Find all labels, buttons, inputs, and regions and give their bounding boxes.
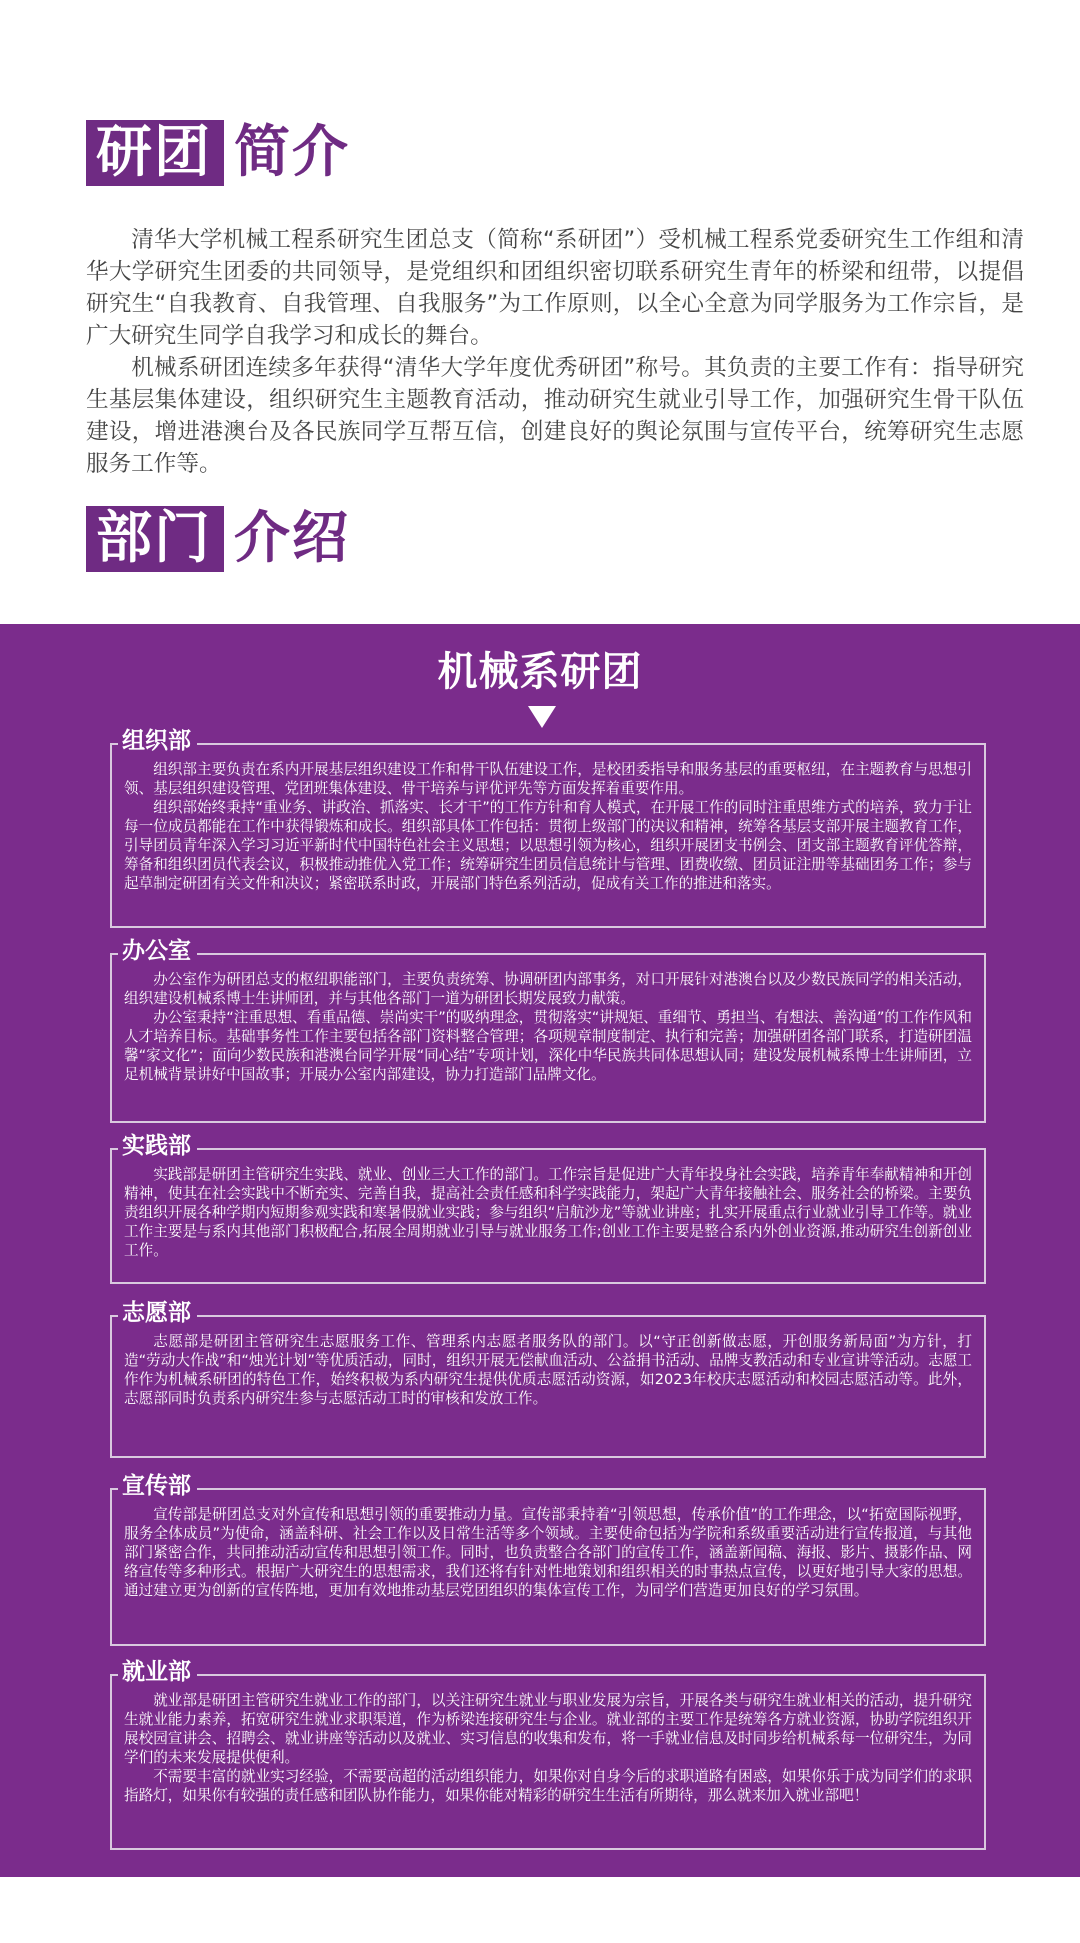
intro-heading	[86, 120, 350, 186]
dept-heading	[86, 506, 350, 572]
dept-practice	[110, 1131, 986, 1284]
dept-paragraph: 组织部主要负责在系内开展基层组织建设工作和骨干队伍建设工作，是校团委指导和服务基层的重要枢纽，在主题教育与思想引领、基层组织建设管理、党团班集体建设、骨干培养与评优评先等方面发挥着重要作用。	[124, 761, 972, 797]
dept-paragraph: 不需要丰富的就业实习经验，不需要高超的活动组织能力，如果你对自身今后的求职道路有困惑，如果你乐于成为同学们的求职指路灯，如果你有较强的责任感和团队协作能力，如果你能对精彩的研究生生活有所期待，那么就来加入就业部吧！	[124, 1768, 972, 1804]
dept-body	[124, 1165, 972, 1260]
intro-heading-rest: 简介	[234, 120, 350, 185]
dept-paragraph: 就业部是研团主管研究生就业工作的部门，以关注研究生就业与职业发展为宗旨，开展各类与研究生就业相关的活动，提升研究生就业能力素养，拓宽研究生就业求职渠道，作为桥梁连接研究生与企业。就业部的主要工作是统筹各方就业资源，协助学院组织开展校园宣讲会、招聘会、就业讲座等活动以及就业、实习信息的收集和发布，将一手就业信息及时同步给机械系每一位研究生，为同学们的未来发展提供便利。	[124, 1692, 972, 1766]
down-arrow-icon	[528, 706, 556, 728]
dept-paragraph: 办公室秉持“注重思想、看重品德、崇尚实干”的吸纳理念，贯彻落实“讲规矩、重细节、勇担当、有想法、善沟通”的工作作风和人才培养目标。基础事务性工作主要包括各部门资料整合管理；各项规章制度制定、执行和完善；加强研团各部门联系，打造研团温馨“家文化”；面向少数民族和港澳台同学开展“同心结”专项计划，深化中华民族共同体思想认同；建设发展机械系博士生讲师团，立足机械背景讲好中国故事；开展办公室内部建设，协力打造部门品牌文化。	[124, 1009, 972, 1083]
dept-body	[124, 1332, 972, 1408]
dept-heading-highlight: 部门	[86, 506, 224, 572]
dept-body	[124, 1691, 972, 1805]
dept-title: 组织部	[118, 726, 197, 756]
dept-organization	[110, 726, 986, 928]
dept-title: 实践部	[118, 1131, 197, 1161]
intro-paragraph: 清华大学机械工程系研究生团总支（简称“系研团”）受机械工程系党委研究生工作组和清华大学研究生团委的共同领导，是党组织和团组织密切联系研究生青年的桥梁和纽带，以提倡研究生“自我教育、自我管理、自我服务”为工作原则，以全心全意为同学服务为工作宗旨，是广大研究生同学自我学习和成长的舞台。	[86, 227, 1024, 349]
dept-publicity	[110, 1471, 986, 1646]
dept-title: 办公室	[118, 936, 197, 966]
dept-title: 志愿部	[118, 1298, 197, 1328]
dept-title: 就业部	[118, 1657, 197, 1687]
dept-heading-rest: 介绍	[234, 506, 350, 571]
dept-paragraph: 组织部始终秉持“重业务、讲政治、抓落实、长才干”的工作方针和育人模式，在开展工作的同时注重思维方式的培养，致力于让每一位成员都能在工作中获得锻炼和成长。组织部具体工作包括：贯彻上级部门的决议和精神，统筹各基层支部开展主题教育工作，引导团员青年深入学习习近平新时代中国特色社会主义思想；以思想引领为核心，组织开展团支书例会、团支部主题教育评优答辩，筹备和组织团员代表会议，积极推动推优入党工作；统筹研究生团员信息统计与管理、团费收缴、团员证注册等基础团务工作；参与起草制定研团有关文件和决议；紧密联系时政，开展部门特色系列活动，促成有关工作的推进和落实。	[124, 799, 972, 892]
org-title: 机械系研团	[437, 649, 643, 695]
dept-paragraph: 宣传部是研团总支对外宣传和思想引领的重要推动力量。宣传部秉持着“引领思想，传承价值”的工作理念，以“拓宽国际视野，服务全体成员”为使命，涵盖科研、社会工作以及日常生活等多个领域。主要使命包括为学院和系级重要活动进行宣传报道，与其他部门紧密合作，共同推动活动宣传和思想引领工作。同时，也负责整合各部门的宣传工作，涵盖新闻稿、海报、影片、摄影作品、网络宣传等多种形式。根据广大研究生的思想需求，我们还将有针对性地策划和组织相关的时事热点宣传，以更好地引导大家的思想。通过建立更为创新的宣传阵地，更加有效地推动基层党团组织的集体宣传工作，为同学们营造更加良好的学习氛围。	[124, 1506, 972, 1599]
dept-paragraph: 实践部是研团主管研究生实践、就业、创业三大工作的部门。工作宗旨是促进广大青年投身社会实践，培养青年奉献精神和开创精神，使其在社会实践中不断充实、完善自我，提高社会责任感和科学实践能力，架起广大青年接触社会、服务社会的桥梁。主要负责组织开展各种学期内短期参观实践和寒暑假就业实践；参与组织“启航沙龙”等就业讲座；扎实开展重点行业就业引导工作等。就业工作主要是与系内其他部门积极配合,拓展全周期就业引导与就业服务工作;创业工作主要是整合系内外创业资源,推动研究生创新创业工作。	[124, 1166, 972, 1259]
dept-employment	[110, 1657, 986, 1850]
dept-body	[124, 1505, 972, 1600]
intro-text	[86, 224, 1024, 480]
dept-office	[110, 936, 986, 1123]
dept-paragraph: 志愿部是研团主管研究生志愿服务工作、管理系内志愿者服务队的部门。以“守正创新做志愿，开创服务新局面”为方针，打造“劳动大作战”和“烛光计划”等优质活动，同时，组织开展无偿献血活动、公益捐书活动、品牌支教活动和专业宣讲等活动。志愿工作作为机械系研团的特色工作，始终积极为系内研究生提供优质志愿活动资源，如2023年校庆志愿活动和校园志愿活动等。此外，志愿部同时负责系内研究生参与志愿活动工时的审核和发放工作。	[124, 1333, 972, 1407]
dept-body	[124, 760, 972, 893]
dept-paragraph: 办公室作为研团总支的枢纽职能部门，主要负责统筹、协调研团内部事务，对口开展针对港澳台以及少数民族同学的相关活动，组织建设机械系博士生讲师团，并与其他各部门一道为研团长期发展致力献策。	[124, 971, 972, 1007]
dept-title: 宣传部	[118, 1471, 197, 1501]
dept-body	[124, 970, 972, 1084]
dept-volunteer	[110, 1298, 986, 1458]
intro-heading-highlight: 研团	[86, 120, 224, 186]
intro-paragraph: 机械系研团连续多年获得“清华大学年度优秀研团”称号。其负责的主要工作有：指导研究生基层集体建设，组织研究生主题教育活动，推动研究生就业引导工作，加强研究生骨干队伍建设，增进港澳台及各民族同学互帮互信，创建良好的舆论氛围与宣传平台，统筹研究生志愿服务工作等。	[86, 355, 1024, 477]
